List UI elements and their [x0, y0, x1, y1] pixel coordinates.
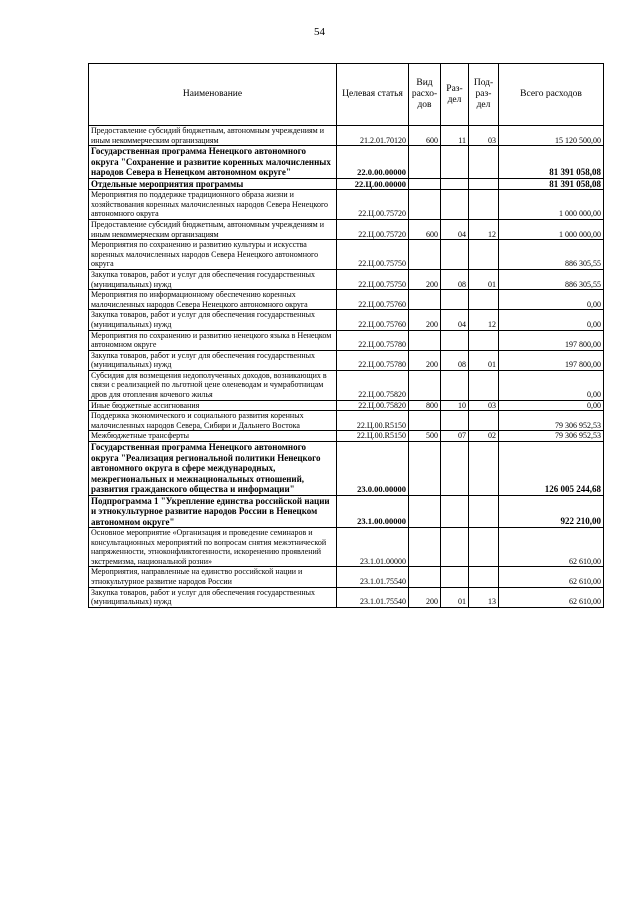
row-podrazdel: 12 [469, 219, 499, 239]
row-razdel: 10 [441, 400, 469, 411]
row-code: 23.1.01.75540 [337, 567, 409, 587]
row-code: 23.1.01.75540 [337, 587, 409, 607]
table-row [89, 290, 604, 310]
row-podrazdel: 03 [469, 126, 499, 146]
row-vid: 200 [409, 310, 441, 330]
table-row [89, 431, 604, 442]
row-total: 62 610,00 [499, 567, 604, 587]
row-code: 22.Ц.00.R5150 [337, 411, 409, 431]
row-vid [409, 567, 441, 587]
row-vid: 600 [409, 126, 441, 146]
row-name: Государственная программа Ненецкого автономного округа "Сохранение и развитие коренных малочисленных народов Севера в Ненецком автономном округе" [89, 146, 337, 179]
row-code: 22.Ц.00.75780 [337, 330, 409, 350]
table-row [89, 310, 604, 330]
row-code: 22.Ц.00.75750 [337, 269, 409, 289]
row-name: Мероприятия, направленные на единство российской нации и этнокультурное развитие народов России [89, 567, 337, 587]
row-razdel [441, 240, 469, 270]
budget-table [88, 63, 604, 608]
row-total: 197 800,00 [499, 330, 604, 350]
row-name: Закупка товаров, работ и услуг для обеспечения государственных (муниципальных) нужд [89, 350, 337, 370]
row-razdel [441, 330, 469, 350]
table-row [89, 495, 604, 528]
row-vid [409, 370, 441, 400]
row-name: Закупка товаров, работ и услуг для обеспечения государственных (муниципальных) нужд [89, 587, 337, 607]
table-row [89, 400, 604, 411]
row-podrazdel [469, 290, 499, 310]
row-vid [409, 178, 441, 190]
row-code: 22.0.00.00000 [337, 146, 409, 179]
row-podrazdel: 03 [469, 400, 499, 411]
table-row [89, 178, 604, 190]
table-row [89, 146, 604, 179]
row-name: Предоставление субсидий бюджетным, автономным учреждениям и иным некоммерческим организациям [89, 126, 337, 146]
row-name: Подпрограмма 1 "Укрепление единства российской нации и этнокультурное развитие народов России в Ненецком автономном округе" [89, 495, 337, 528]
row-podrazdel [469, 442, 499, 496]
row-code: 22.Ц.00.75760 [337, 290, 409, 310]
row-podrazdel [469, 146, 499, 179]
row-code: 22.Ц.00.75820 [337, 370, 409, 400]
row-razdel [441, 567, 469, 587]
row-vid [409, 330, 441, 350]
table-row [89, 567, 604, 587]
row-total: 197 800,00 [499, 350, 604, 370]
row-code: 22.Ц.00.75820 [337, 400, 409, 411]
row-total: 126 005 244,68 [499, 442, 604, 496]
row-code: 23.0.00.00000 [337, 442, 409, 496]
row-razdel [441, 190, 469, 220]
header-name: Наименование [89, 64, 337, 126]
row-name: Поддержка экономического и социального развития коренных малочисленных народов Севера, Сибири и Дальнего Востока [89, 411, 337, 431]
row-total: 922 210,00 [499, 495, 604, 528]
row-razdel [441, 442, 469, 496]
table-row [89, 190, 604, 220]
table-body [89, 126, 604, 608]
row-name: Иные бюджетные ассигнования [89, 400, 337, 411]
row-code: 21.2.01.70120 [337, 126, 409, 146]
row-razdel: 08 [441, 350, 469, 370]
row-podrazdel: 01 [469, 269, 499, 289]
row-code: 22.Ц.00.75720 [337, 219, 409, 239]
table-row [89, 442, 604, 496]
row-code: 22.Ц.00.R5150 [337, 431, 409, 442]
row-razdel [441, 370, 469, 400]
row-podrazdel: 13 [469, 587, 499, 607]
row-vid: 600 [409, 219, 441, 239]
row-code: 22.Ц.00.75750 [337, 240, 409, 270]
row-name: Мероприятия по информационному обеспечению коренных малочисленных народов Севера Ненецкого автономного округа [89, 290, 337, 310]
row-name: Основное мероприятие «Организация и проведение семинаров и консультационных мероприятий по вопросам снятия межэтнической напряженности, этноконфликтогенности, искоренению проявлений экстремизма, национальной розни» [89, 528, 337, 567]
row-podrazdel [469, 240, 499, 270]
row-razdel: 04 [441, 219, 469, 239]
row-name: Закупка товаров, работ и услуг для обеспечения государственных (муниципальных) нужд [89, 269, 337, 289]
row-total: 0,00 [499, 290, 604, 310]
table-row [89, 330, 604, 350]
row-podrazdel [469, 567, 499, 587]
row-podrazdel [469, 495, 499, 528]
row-vid [409, 146, 441, 179]
row-podrazdel [469, 370, 499, 400]
row-total: 1 000 000,00 [499, 190, 604, 220]
row-vid [409, 495, 441, 528]
header-vid: Вид расхо-дов [409, 64, 441, 126]
table-header-row [89, 64, 604, 126]
row-total: 886 305,55 [499, 269, 604, 289]
row-razdel [441, 411, 469, 431]
row-total: 62 610,00 [499, 587, 604, 607]
row-razdel [441, 528, 469, 567]
row-podrazdel: 01 [469, 350, 499, 370]
row-razdel: 08 [441, 269, 469, 289]
row-name: Закупка товаров, работ и услуг для обеспечения государственных (муниципальных) нужд [89, 310, 337, 330]
table-row [89, 587, 604, 607]
row-code: 23.1.01.00000 [337, 528, 409, 567]
row-total: 62 610,00 [499, 528, 604, 567]
row-vid: 500 [409, 431, 441, 442]
row-total: 81 391 058,08 [499, 146, 604, 179]
row-razdel [441, 146, 469, 179]
row-total: 0,00 [499, 310, 604, 330]
row-razdel: 04 [441, 310, 469, 330]
table-row [89, 350, 604, 370]
table-row [89, 126, 604, 146]
row-vid [409, 442, 441, 496]
row-razdel: 01 [441, 587, 469, 607]
row-code: 22.Ц.00.00000 [337, 178, 409, 190]
table-row [89, 528, 604, 567]
row-name: Мероприятия по сохранению и развитию ненецкого языка в Ненецком автономном округе [89, 330, 337, 350]
row-total: 0,00 [499, 400, 604, 411]
header-podrazdel: Под-раз-дел [469, 64, 499, 126]
row-razdel [441, 178, 469, 190]
row-razdel [441, 290, 469, 310]
table-row [89, 269, 604, 289]
row-podrazdel [469, 411, 499, 431]
row-razdel: 11 [441, 126, 469, 146]
row-total: 79 306 952,53 [499, 411, 604, 431]
row-vid [409, 411, 441, 431]
row-total: 15 120 500,00 [499, 126, 604, 146]
row-code: 23.1.00.00000 [337, 495, 409, 528]
row-name: Предоставление субсидий бюджетным, автономным учреждениям и иным некоммерческим организациям [89, 219, 337, 239]
row-vid [409, 528, 441, 567]
row-name: Межбюджетные трансферты [89, 431, 337, 442]
table-row [89, 219, 604, 239]
row-vid: 200 [409, 269, 441, 289]
header-total: Всего расходов [499, 64, 604, 126]
row-name: Отдельные мероприятия программы [89, 178, 337, 190]
row-podrazdel: 02 [469, 431, 499, 442]
table-row [89, 240, 604, 270]
row-vid [409, 190, 441, 220]
row-total: 886 305,55 [499, 240, 604, 270]
row-name: Субсидия для возмещения недополученных доходов, возникающих в связи с реализацией по льготной цене оленеводам и чумработницам дров для отопления кочевого жилья [89, 370, 337, 400]
row-vid: 200 [409, 350, 441, 370]
row-total: 79 306 952,53 [499, 431, 604, 442]
row-razdel: 07 [441, 431, 469, 442]
row-vid: 200 [409, 587, 441, 607]
row-podrazdel [469, 330, 499, 350]
row-total: 1 000 000,00 [499, 219, 604, 239]
row-code: 22.Ц.00.75720 [337, 190, 409, 220]
row-vid [409, 290, 441, 310]
row-podrazdel [469, 190, 499, 220]
row-name: Мероприятия по сохранению и развитию культуры и искусства коренных малочисленных народов Севера Ненецкого автономного округа [89, 240, 337, 270]
row-podrazdel [469, 178, 499, 190]
table-row [89, 411, 604, 431]
page-number: 54 [314, 26, 325, 38]
row-name: Государственная программа Ненецкого автономного округа "Реализация региональной политики Ненецкого автономного округа в сфере международных, межрегиональных и межнациональных отношений, развития гражданского общества и информации" [89, 442, 337, 496]
table-row [89, 370, 604, 400]
row-podrazdel [469, 528, 499, 567]
row-code: 22.Ц.00.75760 [337, 310, 409, 330]
row-vid: 800 [409, 400, 441, 411]
row-podrazdel: 12 [469, 310, 499, 330]
row-total: 81 391 058,08 [499, 178, 604, 190]
row-name: Мероприятия по поддержке традиционного образа жизни и хозяйствования коренных малочисленных народов Севера Ненецкого автономного округа [89, 190, 337, 220]
header-code: Целевая статья [337, 64, 409, 126]
row-razdel [441, 495, 469, 528]
header-razdel: Раз-дел [441, 64, 469, 126]
row-total: 0,00 [499, 370, 604, 400]
row-code: 22.Ц.00.75780 [337, 350, 409, 370]
row-vid [409, 240, 441, 270]
